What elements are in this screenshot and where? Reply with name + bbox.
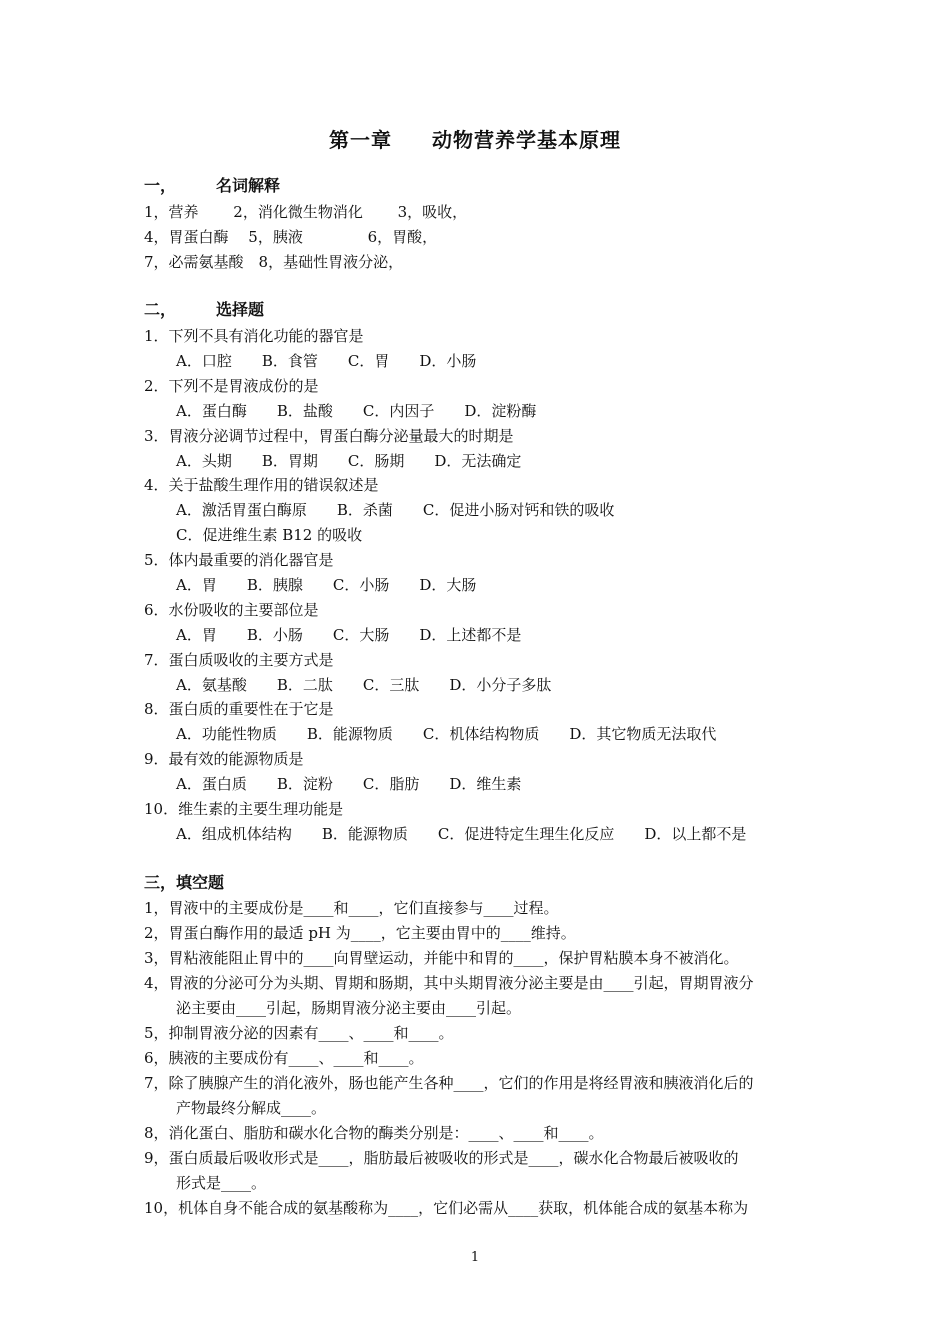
question-text: 10．维生素的主要生理功能是 — [144, 800, 344, 818]
fill-line: 5，抑制胃液分泌的因素有____、____和____。 — [144, 1024, 454, 1042]
chapter-number: 第一章 — [329, 128, 392, 152]
page-number: 1 — [470, 1250, 480, 1265]
question-options: A．头期 B．胃期 C．肠期 D．无法确定 — [176, 452, 522, 470]
fill-line: 形式是____。 — [176, 1174, 267, 1192]
terms-line: 4，胃蛋白酶 5，胰液 6，胃酸， — [144, 228, 438, 246]
question-text: 1．下列不具有消化功能的器官是 — [144, 327, 364, 345]
fill-line: 产物最终分解成____。 — [176, 1099, 327, 1117]
section-heading-terms: 一， 名词解释 — [144, 176, 281, 195]
question-options: A．口腔 B．食管 C．胃 D．小肠 — [176, 352, 477, 370]
section-heading-choice: 二， 选择题 — [144, 300, 265, 319]
chapter-title — [0, 124, 950, 153]
question-options: A．胃 B．小肠 C．大肠 D．上述都不是 — [176, 626, 522, 644]
question-options: A．激活胃蛋白酶原 B．杀菌 C．促进小肠对钙和铁的吸收 — [176, 501, 615, 519]
fill-line: 6，胰液的主要成份有____、____和____。 — [144, 1049, 424, 1067]
fill-line: 8，消化蛋白、脂肪和碳水化合物的酶类分别是：____、____和____。 — [144, 1124, 604, 1142]
fill-line: 10，机体自身不能合成的氨基酸称为____，它们必需从____获取，机体能合成的氨基本称为 — [144, 1199, 749, 1217]
question-text: 7．蛋白质吸收的主要方式是 — [144, 651, 334, 669]
question-text: 6．水份吸收的主要部位是 — [144, 601, 319, 619]
chapter-name: 动物营养学基本原理 — [432, 128, 621, 152]
question-options: A．蛋白酶 B．盐酸 C．内因子 D．淀粉酶 — [176, 402, 537, 420]
question-text: 5．体内最重要的消化器官是 — [144, 551, 334, 569]
fill-line: 9，蛋白质最后吸收形式是____，脂肪最后被吸收的形式是____，碳水化合物最后被吸收的 — [144, 1149, 739, 1167]
question-options: A．氨基酸 B．二肽 C．三肽 D．小分子多肽 — [176, 676, 552, 694]
terms-line: 1，营养 2，消化微生物消化 3，吸收， — [144, 203, 468, 221]
fill-line: 泌主要由____引起，肠期胃液分泌主要由____引起。 — [176, 999, 522, 1017]
question-text: 3．胃液分泌调节过程中，胃蛋白酶分泌量最大的时期是 — [144, 427, 514, 445]
question-options: A．组成机体结构 B．能源物质 C．促进特定生理生化反应 D．以上都不是 — [176, 825, 747, 843]
fill-line: 2，胃蛋白酶作用的最适 pH 为____，它主要由胃中的____维持。 — [144, 924, 576, 942]
question-options: A．蛋白质 B．淀粉 C．脂肪 D．维生素 — [176, 775, 522, 793]
fill-line: 4，胃液的分泌可分为头期、胃期和肠期，其中头期胃液分泌主要是由____引起，胃期胃液分 — [144, 974, 754, 992]
fill-line: 1，胃液中的主要成份是____和____，它们直接参与____过程。 — [144, 899, 559, 917]
question-text: 8．蛋白质的重要性在于它是 — [144, 700, 334, 718]
section-heading-fill: 三，填空题 — [144, 873, 225, 892]
question-options: A．功能性物质 B．能源物质 C．机体结构物质 D．其它物质无法取代 — [176, 725, 717, 743]
question-options: C．促进维生素 B12 的吸收 — [176, 526, 363, 544]
fill-line: 7，除了胰腺产生的消化液外，肠也能产生各种____，它们的作用是将经胃液和胰液消化后的 — [144, 1074, 754, 1092]
question-text: 4．关于盐酸生理作用的错误叙述是 — [144, 476, 379, 494]
terms-line: 7，必需氨基酸 8，基础性胃液分泌， — [144, 253, 404, 271]
question-options: A．胃 B．胰腺 C．小肠 D．大肠 — [176, 576, 477, 594]
question-text: 9．最有效的能源物质是 — [144, 750, 304, 768]
question-text: 2．下列不是胃液成份的是 — [144, 377, 319, 395]
fill-line: 3，胃粘液能阻止胃中的____向胃壁运动，并能中和胃的____，保护胃粘膜本身不被消化。 — [144, 949, 739, 967]
